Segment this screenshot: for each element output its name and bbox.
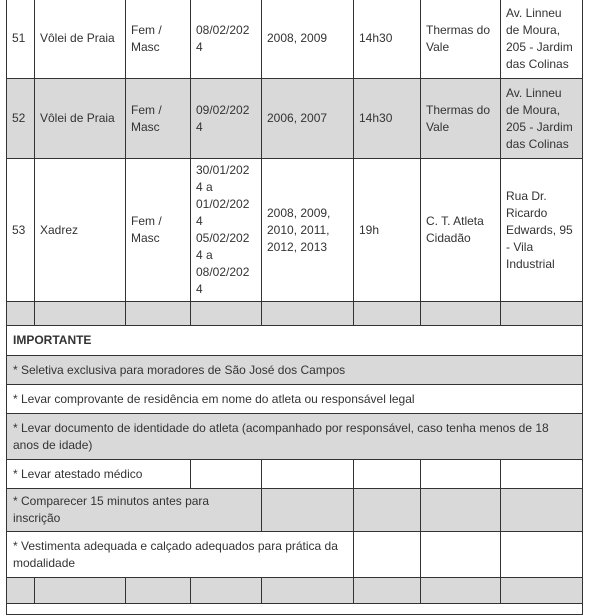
note-text: * Levar atestado médico	[7, 460, 191, 489]
empty-cell	[35, 302, 126, 326]
time-cell: 19h	[354, 159, 421, 302]
empty-cell	[421, 532, 501, 578]
birth-years-cell: 2006, 2007	[262, 79, 354, 159]
sport-cell: Vôlei de Praia	[35, 79, 126, 159]
note-row	[7, 489, 583, 532]
empty-cell	[501, 578, 583, 604]
note-row	[7, 532, 583, 578]
address-cell: Rua Dr. Ricardo Edwards, 95 - Vila Industrial	[501, 159, 583, 302]
time-cell: 14h30	[354, 0, 421, 79]
note-row	[7, 414, 583, 460]
date-cell: 30/01/2024 a 01/02/2024 05/02/2024 a 08/02/2024	[191, 159, 262, 302]
row-number: 53	[7, 159, 35, 302]
important-heading: IMPORTANTE	[7, 326, 583, 356]
gender-cell: Fem / Masc	[126, 0, 191, 79]
empty-cell	[354, 460, 421, 489]
empty-cell	[7, 302, 35, 326]
table-row	[7, 79, 583, 159]
empty-cell	[262, 578, 354, 604]
table-row	[7, 0, 583, 79]
empty-cell	[501, 460, 583, 489]
note-row	[7, 356, 583, 385]
schedule-table	[6, 0, 583, 615]
table-row	[7, 159, 583, 302]
note-row	[7, 385, 583, 414]
empty-cell	[126, 578, 191, 604]
empty-cell	[501, 489, 583, 532]
empty-cell	[421, 460, 501, 489]
address-cell: Av. Linneu de Moura, 205 - Jardim das Colinas	[501, 0, 583, 79]
place-cell: C. T. Atleta Cidadão	[421, 159, 501, 302]
note-text: * Seletiva exclusiva para moradores de São José dos Campos	[7, 356, 583, 385]
note-text: * Levar documento de identidade do atleta (acompanhado por responsável, caso tenha menos de 18 anos de idade)	[7, 414, 583, 460]
note-row	[7, 460, 583, 489]
empty-cell	[421, 302, 501, 326]
note-text: * Comparecer 15 minutos antes para inscrição	[7, 489, 262, 532]
birth-years-cell: 2008, 2009	[262, 0, 354, 79]
note-text: * Vestimenta adequada e calçado adequados para prática da modalidade	[7, 532, 354, 578]
gender-cell: Fem / Masc	[126, 79, 191, 159]
empty-row	[7, 578, 583, 604]
empty-cell	[126, 302, 191, 326]
empty-cell	[421, 489, 501, 532]
empty-cell	[501, 532, 583, 578]
empty-cell	[262, 302, 354, 326]
place-cell: Thermas do Vale	[421, 79, 501, 159]
sport-cell: Vôlei de Praia	[35, 0, 126, 79]
empty-cell	[262, 460, 354, 489]
address-cell: Av. Linneu de Moura, 205 - Jardim das Colinas	[501, 79, 583, 159]
empty-cell	[7, 578, 35, 604]
date-cell: 08/02/2024	[191, 0, 262, 79]
empty-cell	[191, 460, 262, 489]
empty-cell	[354, 302, 421, 326]
empty-row	[7, 604, 583, 615]
empty-cell	[191, 302, 262, 326]
empty-cell	[354, 532, 421, 578]
empty-cell	[262, 489, 354, 532]
time-cell: 14h30	[354, 79, 421, 159]
note-text: * Levar comprovante de residência em nome do atleta ou responsável legal	[7, 385, 583, 414]
important-heading-row	[7, 326, 583, 356]
sport-cell: Xadrez	[35, 159, 126, 302]
row-number: 51	[7, 0, 35, 79]
empty-cell	[354, 578, 421, 604]
row-number: 52	[7, 79, 35, 159]
empty-cell	[7, 604, 583, 615]
birth-years-cell: 2008, 2009, 2010, 2011, 2012, 2013	[262, 159, 354, 302]
date-cell: 09/02/2024	[191, 79, 262, 159]
empty-row	[7, 302, 583, 326]
empty-cell	[35, 578, 126, 604]
gender-cell: Fem / Masc	[126, 159, 191, 302]
empty-cell	[354, 489, 421, 532]
empty-cell	[191, 578, 262, 604]
place-cell: Thermas do Vale	[421, 0, 501, 79]
empty-cell	[501, 302, 583, 326]
empty-cell	[421, 578, 501, 604]
